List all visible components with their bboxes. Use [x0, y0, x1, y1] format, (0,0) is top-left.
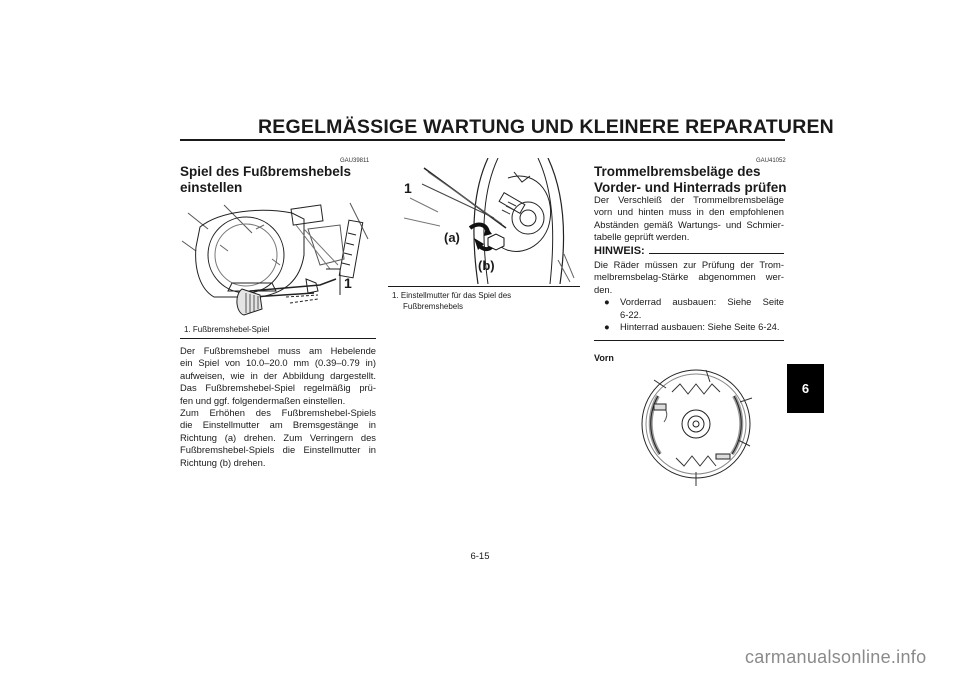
- paragraph-line: Richtung (b) drehen.: [180, 456, 266, 468]
- note-line: melbremsbelag-Stärke abgenommen wer-: [594, 271, 784, 283]
- brake-pedal-figure: [180, 199, 376, 318]
- paragraph-line: vorn und hinten muss in den empfohlenen: [594, 206, 784, 218]
- note-text: [594, 259, 784, 296]
- paragraph-line: Fußbremshebel-Spiels die Einstellmutter in: [180, 444, 376, 456]
- bullet-line: Vorderrad ausbauen: Siehe Seite: [620, 296, 784, 308]
- note-bullets: [594, 296, 784, 333]
- section-heading-line: einstellen: [180, 180, 243, 195]
- paragraph-line: fen und ggf. folgendermaßen einstellen.: [180, 394, 346, 406]
- section-heading-line: Trommelbremsbeläge des: [594, 164, 761, 179]
- drum-brake-illustration: [636, 362, 756, 486]
- paragraph-line: Der Fußbremshebel muss am Hebelende: [180, 345, 376, 356]
- section-code: GAU41052: [756, 158, 786, 164]
- adjustment-paragraph: [180, 345, 376, 469]
- caption-rule: [388, 286, 580, 287]
- figure-callout-a: (a): [444, 230, 460, 245]
- figure-callout-b: (b): [478, 258, 495, 273]
- paragraph-line: tabelle geprüft werden.: [594, 231, 690, 243]
- paragraph-line: Das Fußbremshebel-Spiel regelmäßig prü-: [180, 382, 376, 394]
- bullet-marker: ●: [604, 296, 610, 308]
- watermark: carmanualsonline.info: [745, 647, 927, 667]
- section-heading: [594, 164, 787, 196]
- brake-pedal-illustration: [180, 199, 376, 318]
- section-heading: [180, 164, 351, 196]
- figure-callout: 1: [344, 275, 352, 291]
- note-title-rule: [649, 244, 784, 254]
- note-line: den.: [594, 283, 613, 295]
- paragraph-line: aufweisen, wie in der Abbildung dargestellt.: [180, 369, 376, 381]
- note-title: HINWEIS:: [594, 245, 645, 257]
- caption-rule: [180, 338, 376, 339]
- caption-line: Fußbremshebels: [403, 302, 464, 311]
- chapter-tab[interactable]: 6: [787, 364, 824, 413]
- paragraph-line: Abständen gemäß Wartungs- und Schmier-: [594, 218, 784, 230]
- figure-caption: 1. Fußbremshebel-Spiel: [184, 325, 270, 334]
- bullet-text: [620, 296, 784, 321]
- paragraph-line: Der Verschleiß der Trommelbremsbeläge: [594, 194, 784, 205]
- figure-callout: 1: [404, 180, 412, 196]
- caption-line: 1. Einstellmutter für das Spiel des: [392, 291, 512, 300]
- paragraph-line: ein Spiel von 10.0–20.0 mm (0.39–0.79 in): [180, 357, 376, 369]
- note-block: [594, 244, 784, 333]
- note-title-row: [594, 244, 784, 257]
- inspection-paragraph: [594, 194, 784, 244]
- paragraph-line: Richtung (a) drehen. Zum Verringern des: [180, 431, 376, 443]
- bullet-marker: ●: [604, 321, 610, 333]
- header-rule: [180, 139, 785, 141]
- page-number: 6-15: [470, 551, 490, 562]
- paragraph-line: Zum Erhöhen des Fußbremshebel-Spiels: [180, 407, 376, 419]
- section-heading-line: Vorder- und Hinterrads prüfen: [594, 180, 787, 195]
- list-item: [604, 296, 784, 321]
- paragraph-line: die Einstellmutter am Bremsgestänge in: [180, 419, 376, 431]
- section-code: GAU39811: [340, 158, 370, 164]
- figure-caption: [392, 290, 511, 312]
- note-end-rule: [594, 340, 784, 341]
- drum-brake-figure: [636, 362, 756, 486]
- adjusting-nut-figure: [388, 158, 580, 284]
- bullet-text: Hinterrad ausbauen: Siehe Seite 6-24.: [620, 321, 780, 333]
- list-item: [604, 321, 784, 333]
- note-line: Die Räder müssen zur Prüfung der Trom-: [594, 259, 784, 270]
- figure-label: Vorn: [594, 353, 614, 363]
- section-heading-line: Spiel des Fußbremshebels: [180, 164, 352, 179]
- bullet-line: 6-22.: [620, 308, 642, 320]
- page-title: REGELMÄSSIGE WARTUNG UND KLEINERE REPARATUREN: [258, 116, 834, 138]
